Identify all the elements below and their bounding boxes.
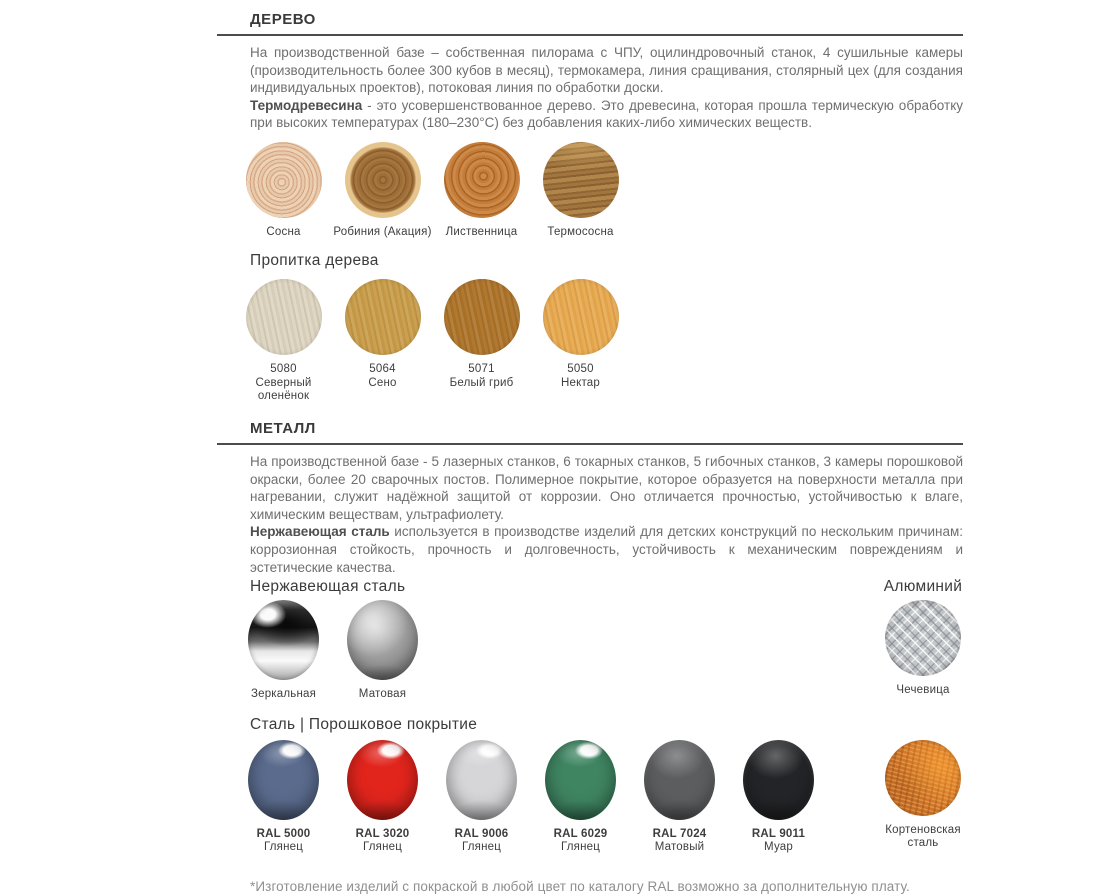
ral-finish: Глянец bbox=[461, 841, 502, 854]
swatch-mirror-steel bbox=[234, 600, 333, 702]
ral-code: RAL 7024 bbox=[652, 827, 707, 840]
ral-5000-label bbox=[257, 828, 311, 855]
ral-code: RAL 9011 bbox=[751, 827, 806, 840]
ral-6029-label bbox=[554, 828, 608, 855]
ral-code: RAL 5000 bbox=[256, 827, 311, 840]
swatch-larch bbox=[432, 142, 531, 240]
powder-coating-row bbox=[234, 740, 963, 855]
wood-intro-paragraph: На производственной базе – собственная пилорама с ЧПУ, оцилиндровочный станок, 4 сушильные камеры (производительность более 300 кубов в месяц), термокамера, линия сращивания, столярный цех (для создания индивидуальных проектов), потоковая линия по обработки доски. bbox=[250, 45, 963, 96]
ral-code: RAL 3020 bbox=[355, 827, 410, 840]
stain-name: Сено bbox=[368, 376, 397, 389]
ral-finish: Муар bbox=[764, 841, 793, 854]
metal-section-title: МЕТАЛЛ bbox=[217, 420, 963, 445]
stain-5064-image bbox=[345, 279, 421, 355]
swatch-pine bbox=[234, 142, 333, 240]
mirror-steel-label: Зеркальная bbox=[250, 688, 317, 701]
stain-name: Белый гриб bbox=[449, 376, 514, 389]
ral-finish: Глянец bbox=[263, 841, 304, 854]
ral-code: RAL 6029 bbox=[553, 827, 608, 840]
stainless-text: используется в производстве изделий для детских конструкций по нескольким причинам: коррозионная стойкость, прочность и долговечность, устойчивость к механическим повреждениям и эстетические качества. bbox=[250, 524, 963, 575]
swatch-ral-7024 bbox=[630, 740, 729, 855]
thermopine-label: Термососна bbox=[547, 225, 614, 238]
stain-code: 5071 bbox=[468, 363, 495, 376]
ral-finish: Глянец bbox=[362, 841, 403, 854]
robinia-wood-image bbox=[345, 142, 421, 218]
thermowood-term: Термодревесина bbox=[250, 97, 363, 113]
ral-finish: Матовый bbox=[654, 841, 705, 854]
stain-name: Северный оленёнок bbox=[255, 376, 312, 403]
catalog-page bbox=[250, 0, 963, 894]
pine-label: Сосна bbox=[266, 225, 301, 238]
stainless-title: Нержавеющая сталь bbox=[250, 578, 406, 596]
stain-5071-label bbox=[450, 363, 514, 390]
swatch-corten-steel bbox=[883, 740, 963, 851]
stain-name: Нектар bbox=[561, 376, 600, 389]
stainless-paragraph bbox=[250, 523, 963, 576]
stain-code: 5064 bbox=[369, 363, 396, 376]
corten-steel-image bbox=[885, 740, 961, 816]
stain-5050-image bbox=[543, 279, 619, 355]
ral-9011-sphere bbox=[743, 740, 814, 820]
ral-6029-sphere bbox=[545, 740, 616, 820]
metal-section bbox=[250, 420, 963, 855]
swatch-aluminum-lentil bbox=[883, 600, 963, 698]
pine-wood-image bbox=[246, 142, 322, 218]
larch-wood-image bbox=[444, 142, 520, 218]
thermowood-text: - это усовершенствованное дерево. Это древесина, которая прошла термическую обработку при высоких температурах (180–230°С) без добавления каких-либо химических веществ. bbox=[250, 97, 963, 131]
matte-steel-label: Матовая bbox=[358, 688, 407, 701]
ral-7024-sphere bbox=[644, 740, 715, 820]
swatch-ral-5000 bbox=[234, 740, 333, 855]
swatch-ral-9006 bbox=[432, 740, 531, 855]
metal-intro-paragraph: На производственной базе - 5 лазерных станков, 6 токарных станков, 5 гибочных станков, 3 камеры порошковой окраски, более 20 сварочных постов. Полимерное покрытие, которое образуется на поверхности металла при нагревании, служит надёжной защитой от коррозии. Оно отличается прочностью, устойчивостью к влаге, химическим веществам, ультрафиолету. bbox=[250, 453, 963, 522]
wood-section-title: ДЕРЕВО bbox=[217, 11, 963, 36]
swatch-ral-9011 bbox=[729, 740, 828, 855]
robinia-label: Робиния (Акация) bbox=[333, 225, 432, 238]
stain-5080-label bbox=[244, 363, 324, 404]
aluminum-title: Алюминий bbox=[883, 578, 963, 596]
stain-5080-image bbox=[246, 279, 322, 355]
ral-9006-sphere bbox=[446, 740, 517, 820]
swatch-5080 bbox=[234, 279, 333, 404]
wood-species-row bbox=[234, 142, 963, 240]
ral-7024-label bbox=[653, 828, 707, 855]
impregnation-row bbox=[234, 279, 963, 404]
ral-footnote: *Изготовление изделий с покраской в любой цвет по каталогу RAL возможно за дополнительную плату. bbox=[250, 878, 910, 894]
matte-steel-sphere-image bbox=[347, 600, 418, 680]
mirror-steel-sphere-image bbox=[248, 600, 319, 680]
ral-9011-label bbox=[752, 828, 805, 855]
stainless-aluminum-headings bbox=[250, 578, 963, 595]
powder-coating-title: Сталь | Порошковое покрытие bbox=[250, 715, 478, 733]
thermowood-paragraph bbox=[250, 97, 963, 132]
swatch-5071 bbox=[432, 279, 531, 390]
swatch-robinia bbox=[333, 142, 432, 240]
corten-steel-label: Кортеновская сталь bbox=[885, 823, 961, 850]
stainless-row bbox=[234, 600, 963, 702]
stain-5050-label bbox=[561, 363, 600, 390]
ral-5000-sphere bbox=[248, 740, 319, 820]
larch-label: Лиственница bbox=[445, 225, 518, 238]
ral-3020-label bbox=[356, 828, 410, 855]
stain-code: 5050 bbox=[567, 363, 594, 376]
wood-section bbox=[250, 11, 963, 404]
swatch-matte-steel bbox=[333, 600, 432, 702]
ral-code: RAL 9006 bbox=[454, 827, 509, 840]
stain-5064-label bbox=[368, 363, 396, 390]
ral-finish: Глянец bbox=[560, 841, 601, 854]
stain-code: 5080 bbox=[270, 363, 297, 376]
thermopine-wood-image bbox=[543, 142, 619, 218]
swatch-5064 bbox=[333, 279, 432, 390]
stain-5071-image bbox=[444, 279, 520, 355]
lentil-label: Чечевица bbox=[896, 684, 950, 697]
swatch-thermopine bbox=[531, 142, 630, 240]
ral-3020-sphere bbox=[347, 740, 418, 820]
diamond-plate-image bbox=[885, 600, 961, 676]
swatch-5050 bbox=[531, 279, 630, 390]
swatch-ral-3020 bbox=[333, 740, 432, 855]
swatch-ral-6029 bbox=[531, 740, 630, 855]
stainless-term: Нержавеющая сталь bbox=[250, 524, 390, 540]
impregnation-title: Пропитка дерева bbox=[250, 252, 379, 270]
ral-9006-label bbox=[455, 828, 509, 855]
